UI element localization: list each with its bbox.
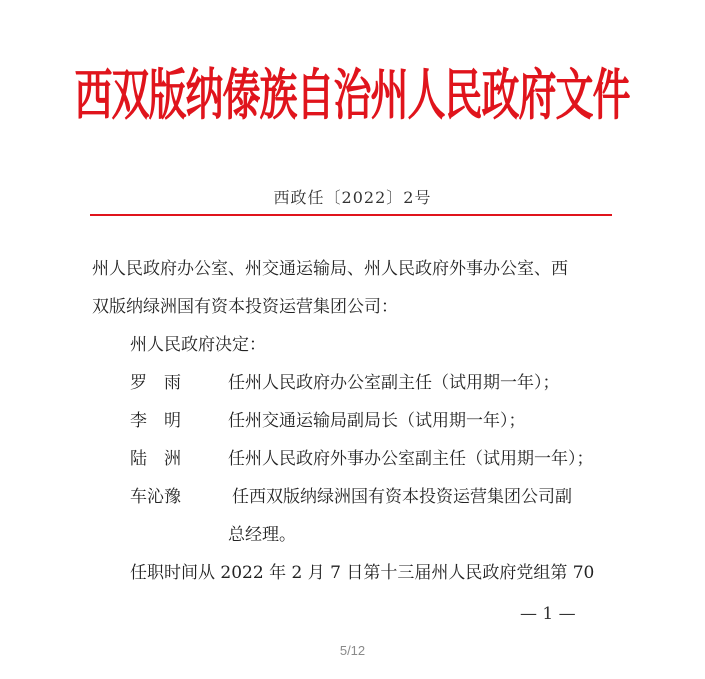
appointee-role: 任西双版纳绿洲国有资本投资运营集团公司副 [232,487,572,507]
appointee-role-continued: 总经理。 [228,525,296,545]
viewer-page-indicator: 5/12 [339,643,366,658]
closing-line: 任职时间从 2022 年 2 月 7 日第十三届州人民政府党组第 70 [130,563,595,583]
appointee-role: 任州人民政府外事办公室副主任（试用期一年）； [228,449,594,469]
appointee-role: 任州交通运输局副局长（试用期一年）； [228,411,526,431]
addressee-line: 双版纳绿洲国有资本投资运营集团公司： [92,297,398,317]
addressee-line: 州人民政府办公室、州交通运输局、州人民政府外事办公室、西 [92,259,568,279]
appointee-name: 罗 雨 [130,373,181,393]
decision-intro: 州人民政府决定： [130,335,266,355]
appointee-role: 任州人民政府办公室副主任（试用期一年）； [228,373,560,393]
document-number: 西政任〔2022〕2号 [273,188,432,207]
header-divider [90,214,612,216]
document-header-title: 西双版纳傣族自治州人民政府文件 [74,63,630,127]
appointee-name: 车沁豫 [130,487,181,507]
page-number: — 1 — [520,604,576,624]
appointee-name: 陆 洲 [130,449,181,469]
appointee-name: 李 明 [130,411,181,431]
